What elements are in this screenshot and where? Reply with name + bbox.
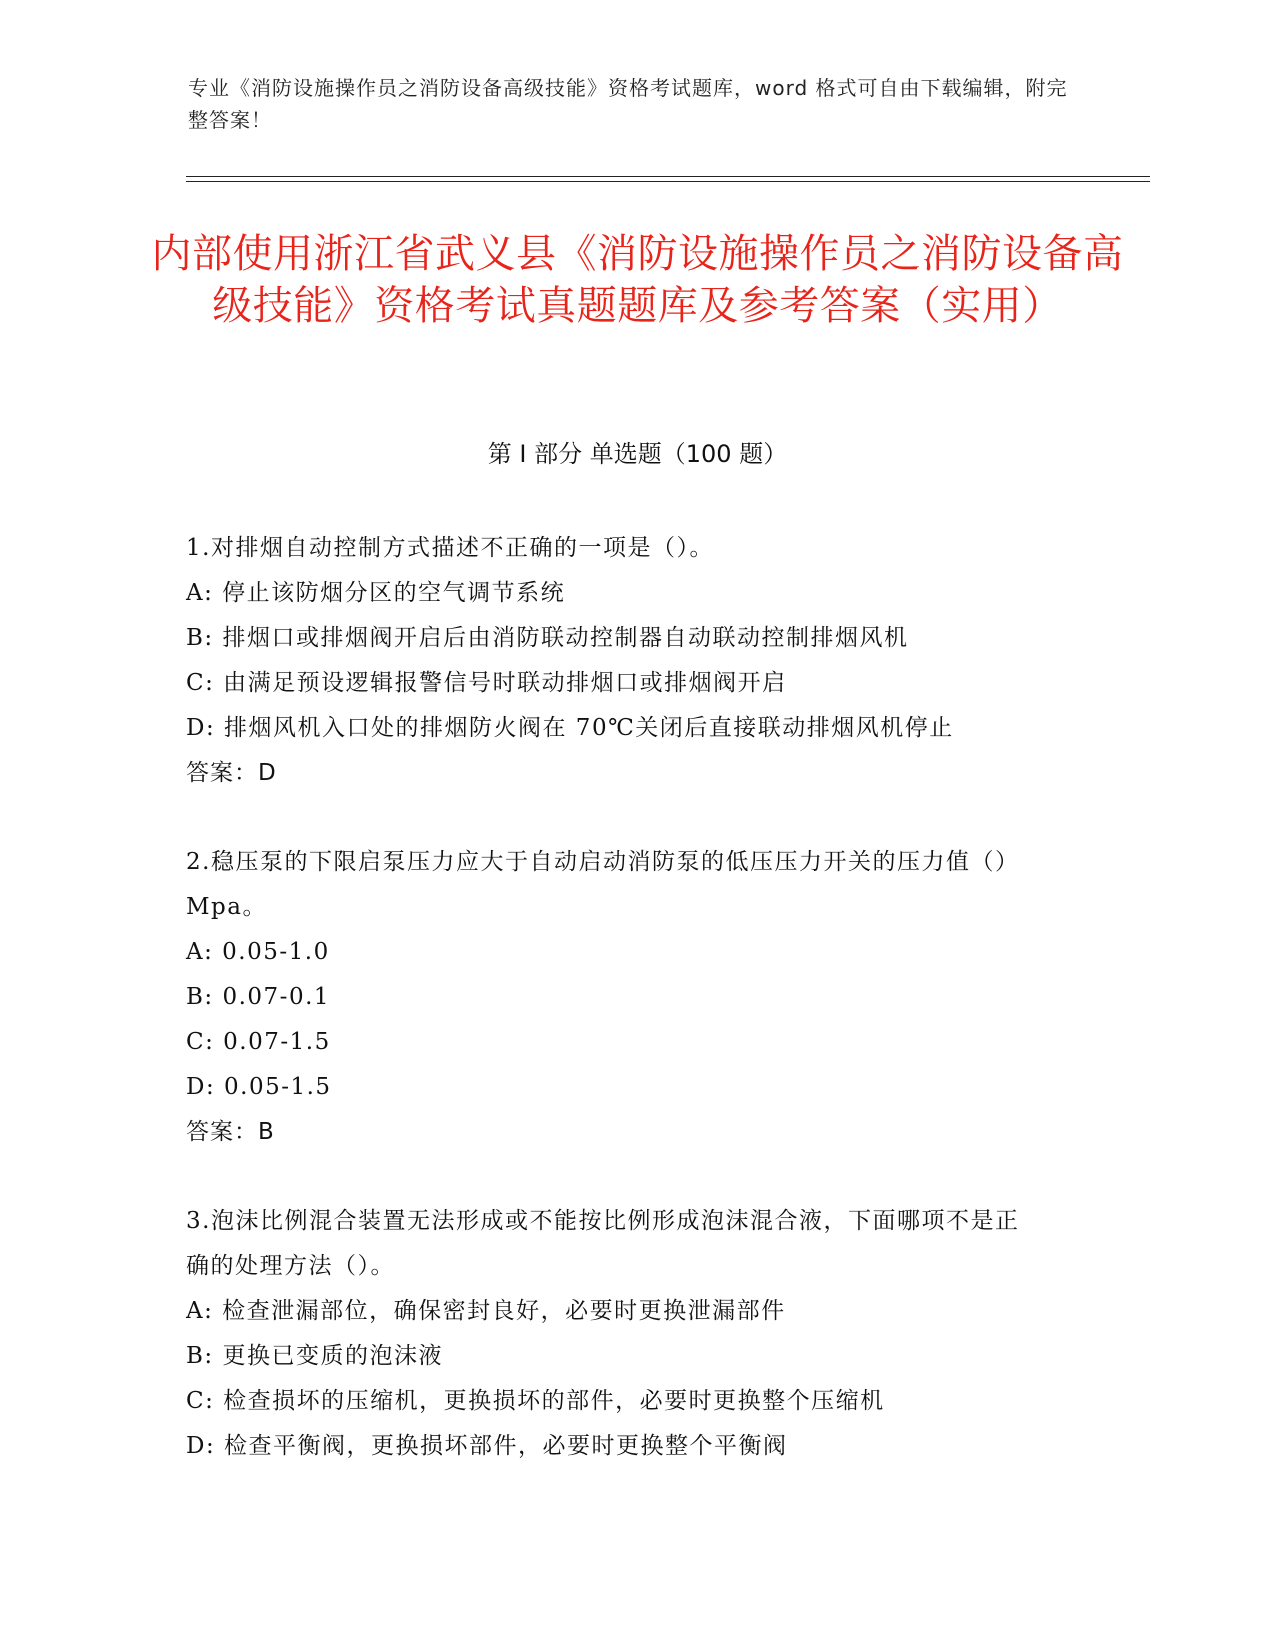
option-a: A: 停止该防烟分区的空气调节系统 xyxy=(186,580,566,606)
answer-text: 答案：D xyxy=(186,760,277,786)
option-b: B: 排烟口或排烟阀开启后由消防联动控制器自动联动控制排烟风机 xyxy=(186,625,909,651)
option-c: C: 0.07-1.5 xyxy=(186,1029,331,1055)
question-3 xyxy=(186,1199,1086,1469)
question-stem: 1.对排烟自动控制方式描述不正确的一项是（）。 xyxy=(186,535,714,561)
question-stem: 2.稳压泵的下限启泵压力应大于自动启动消防泵的低压压力开关的压力值（）Mpa。 xyxy=(186,849,1020,920)
header-rule-bottom xyxy=(186,181,1150,182)
option-c: C: 由满足预设逻辑报警信号时联动排烟口或排烟阀开启 xyxy=(186,670,787,696)
question-stem: 3.泡沫比例混合装置无法形成或不能按比例形成泡沫混合液，下面哪项不是正确的处理方法（）。 xyxy=(186,1208,1020,1279)
option-d: D: 检查平衡阀，更换损坏部件，必要时更换整个平衡阀 xyxy=(186,1433,788,1459)
option-d: D: 排烟风机入口处的排烟防火阀在 70℃关闭后直接联动排烟风机停止 xyxy=(186,715,954,741)
question-2 xyxy=(186,840,1086,1155)
option-a: A: 0.05-1.0 xyxy=(186,939,330,965)
option-b: B: 0.07-0.1 xyxy=(186,984,331,1010)
header-rule-top xyxy=(186,176,1150,177)
option-b: B: 更换已变质的泡沫液 xyxy=(186,1343,443,1369)
answer-text: 答案：B xyxy=(186,1119,275,1145)
option-a: A: 检查泄漏部位，确保密封良好，必要时更换泄漏部件 xyxy=(186,1298,786,1324)
question-1 xyxy=(186,526,1086,796)
option-c: C: 检查损坏的压缩机，更换损坏的部件，必要时更换整个压缩机 xyxy=(186,1388,885,1414)
section-heading: 第 I 部分 单选题（100 题） xyxy=(487,440,788,468)
document-title: 内部使用浙江省武义县《消防设施操作员之消防设备高级技能》资格考试真题题库及参考答案（实用） xyxy=(151,231,1124,329)
header-note: 专业《消防设施操作员之消防设备高级技能》资格考试题库，word 格式可自由下载编辑，附完整答案！ xyxy=(188,76,1068,132)
question-list xyxy=(186,526,1086,1513)
option-d: D: 0.05-1.5 xyxy=(186,1074,332,1100)
